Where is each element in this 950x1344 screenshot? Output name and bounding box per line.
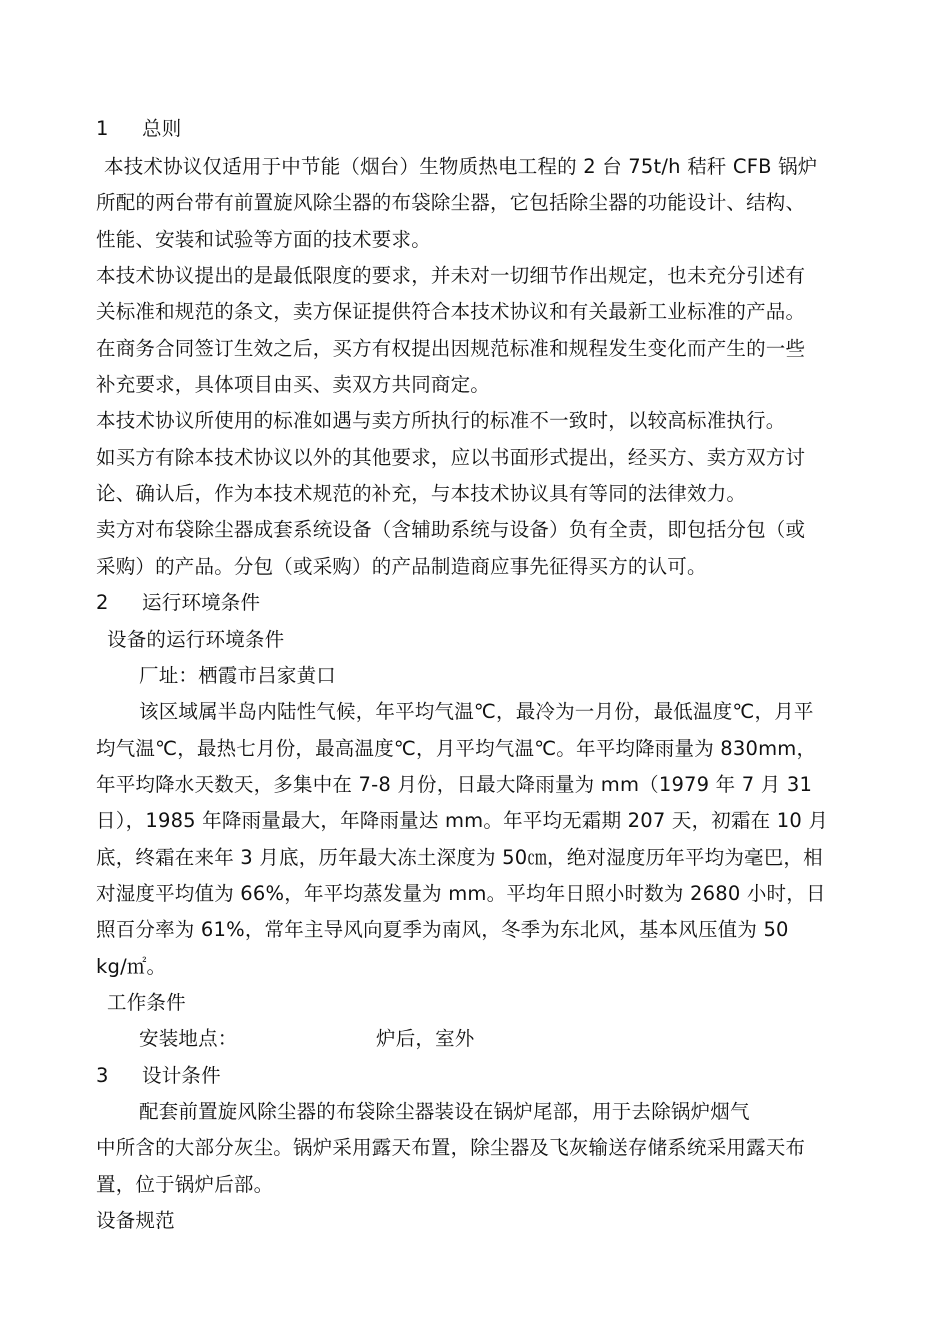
- paragraph-line: 该区域属半岛内陆性气候，年平均气温℃，最冷为一月份，最低温度℃，月平: [139, 700, 814, 723]
- paragraph-line: 本技术协议提出的是最低限度的要求，并未对一切细节作出规定，也未充分引述有: [96, 264, 806, 287]
- paragraph-line: 关标准和规范的条文，卖方保证提供符合本技术协议和有关最新工业标准的产品。: [96, 300, 806, 323]
- install-label: 安装地点：: [139, 1027, 238, 1050]
- paragraph-line: 日），1985 年降雨量最大，年降雨量达 mm。年平均无霜期 207 天，初霜在 10 月: [96, 809, 829, 832]
- paragraph-line: 在商务合同签订生效之后，买方有权提出因规范标准和规程发生变化而产生的一些: [96, 337, 806, 360]
- paragraph-line: 论、确认后，作为本技术规范的补充，与本技术协议具有等同的法律效力。: [96, 482, 747, 505]
- paragraph-line: 卖方对布袋除尘器成套系统设备（含辅助系统与设备）负有全责，即包括分包（或: [96, 518, 806, 541]
- section-title: 设计条件: [142, 1064, 221, 1087]
- paragraph-line: 本技术协议仅适用于中节能（烟台）生物质热电工程的 2 台 75t/h 秸秆 CFB 锅炉: [104, 155, 818, 178]
- paragraph-line: 照百分率为 61%，常年主导风向夏季为南风，冬季为东北风，基本风压值为 50: [96, 918, 789, 941]
- paragraph-line: 底，终霜在来年 3 月底，历年最大冻土深度为 50㎝，绝对湿度历年平均为毫巴，相: [96, 846, 823, 869]
- section-number: 3: [96, 1064, 109, 1087]
- section-title: 运行环境条件: [142, 591, 261, 614]
- paragraph-line: 中所含的大部分灰尘。锅炉采用露天布置，除尘器及飞灰输送存储系统采用露天布: [96, 1136, 806, 1159]
- paragraph-line: 性能、安装和试验等方面的技术要求。: [96, 228, 431, 251]
- install-value: 炉后，室外: [376, 1027, 475, 1050]
- subheading: 工作条件: [107, 991, 186, 1014]
- section-number: 2: [96, 591, 109, 614]
- paragraph-line: 置，位于锅炉后部。: [96, 1173, 274, 1196]
- paragraph-line: 本技术协议所使用的标准如遇与卖方所执行的标准不一致时，以较高标准执行。: [96, 409, 786, 432]
- subheading: 设备的运行环境条件: [107, 628, 285, 651]
- section-number: 1: [96, 117, 109, 140]
- section-title: 总则: [142, 117, 182, 140]
- paragraph-line: 均气温℃，最热七月份，最高温度℃，月平均气温℃。年平均降雨量为 830mm，: [96, 737, 817, 760]
- paragraph-line: 对湿度平均值为 66%，年平均蒸发量为 mm。平均年日照小时数为 2680 小时，日: [96, 882, 826, 905]
- paragraph-line: 配套前置旋风除尘器的布袋除尘器装设在锅炉尾部，用于去除锅炉烟气: [139, 1100, 750, 1123]
- paragraph-line: 所配的两台带有前置旋风除尘器的布袋除尘器，它包括除尘器的功能设计、结构、: [96, 191, 806, 214]
- paragraph-line: 补充要求，具体项目由买、卖双方共同商定。: [96, 373, 491, 396]
- subheading: 设备规范: [96, 1209, 175, 1232]
- paragraph-line: 年平均降水天数天，多集中在 7-8 月份，日最大降雨量为 mm（1979 年 7 月 31: [96, 773, 813, 796]
- paragraph-line: 如买方有除本技术协议以外的其他要求，应以书面形式提出，经买方、卖方双方讨: [96, 446, 806, 469]
- paragraph-line: 采购）的产品。分包（或采购）的产品制造商应事先征得买方的认可。: [96, 555, 707, 578]
- paragraph-line: kg/㎡。: [96, 955, 167, 978]
- site-line: 厂址：栖霞市吕家黄口: [139, 664, 337, 687]
